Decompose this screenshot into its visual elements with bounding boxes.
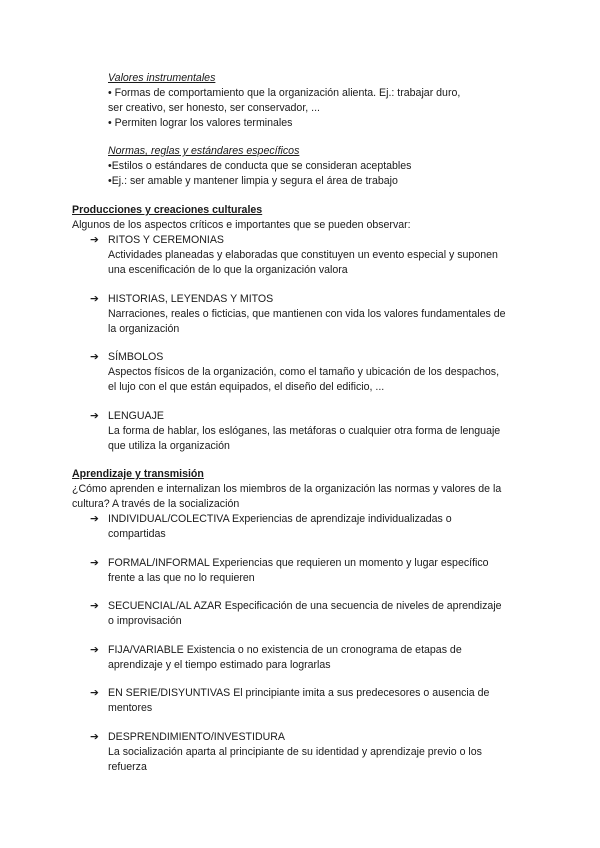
aprendizaje-intro-1: ¿Cómo aprenden e internalizan los miembros de la organización las normas y valores de la <box>72 483 502 495</box>
valores-bullet-2: • Permiten lograr los valores terminales <box>108 117 293 129</box>
ritos-line-1: Actividades planeadas y elaboradas que constituyen un evento especial y suponen <box>108 249 498 261</box>
desprendimiento-line-1: DESPRENDIMIENTO/INVESTIDURA <box>108 731 285 743</box>
formal-line-1: FORMAL/INFORMAL Experiencias que requieren un momento y lugar específico <box>108 557 489 569</box>
arrow-icon: ➔ <box>90 293 99 305</box>
simbolos-title: SÍMBOLOS <box>108 351 164 363</box>
simbolos-line-1: Aspectos físicos de la organización, como el tamaño y ubicación de los despachos, <box>108 366 500 378</box>
lenguaje-title: LENGUAJE <box>108 410 164 422</box>
fija-line-2: aprendizaje y el tiempo estimado para lograrlas <box>108 659 331 671</box>
arrow-icon: ➔ <box>90 513 99 525</box>
serie-line-2: mentores <box>108 702 153 714</box>
simbolos-line-2: el lujo con el que están equipados, el diseño del edificio, ... <box>108 381 385 393</box>
desprendimiento-line-2: La socialización aparta al principiante de su identidad y aprendizaje previo o los <box>108 746 482 758</box>
ritos-line-2: una escenificación de lo que la organización valora <box>108 264 348 276</box>
individual-line-2: compartidas <box>108 528 166 540</box>
arrow-icon: ➔ <box>90 351 99 363</box>
normas-heading: Normas, reglas y estándares específicos <box>108 145 300 157</box>
fija-line-1: FIJA/VARIABLE Existencia o no existencia de un cronograma de etapas de <box>108 644 462 656</box>
normas-bullet-2: •Ej.: ser amable y mantener limpia y segura el área de trabajo <box>108 175 398 187</box>
ritos-title: RITOS Y CEREMONIAS <box>108 234 224 246</box>
arrow-icon: ➔ <box>90 557 99 569</box>
producciones-heading: Producciones y creaciones culturales <box>72 204 263 216</box>
individual-line-1: INDIVIDUAL/COLECTIVA Experiencias de aprendizaje individualizadas o <box>108 513 452 525</box>
serie-line-1: EN SERIE/DISYUNTIVAS El principiante imita a sus predecesores o ausencia de <box>108 687 490 699</box>
aprendizaje-heading: Aprendizaje y transmisión <box>72 468 204 480</box>
aprendizaje-intro-2: cultura? A través de la socialización <box>72 498 240 510</box>
secuencial-line-1: SECUENCIAL/AL AZAR Especificación de una secuencia de niveles de aprendizaje <box>108 600 502 612</box>
valores-bullet-1: • Formas de comportamiento que la organización alienta. Ej.: trabajar duro, <box>108 87 461 99</box>
historias-line-2: la organización <box>108 323 180 335</box>
secuencial-line-2: o improvisación <box>108 615 182 627</box>
valores-bullet-1-cont: ser creativo, ser honesto, ser conservador, ... <box>108 102 320 114</box>
arrow-icon: ➔ <box>90 644 99 656</box>
arrow-icon: ➔ <box>90 600 99 612</box>
valores-heading: Valores instrumentales <box>108 72 216 84</box>
arrow-icon: ➔ <box>90 731 99 743</box>
normas-bullet-1: •Estilos o estándares de conducta que se consideran aceptables <box>108 160 412 172</box>
arrow-icon: ➔ <box>90 410 99 422</box>
lenguaje-line-2: que utiliza la organización <box>108 440 230 452</box>
formal-line-2: frente a las que no lo requieren <box>108 572 255 584</box>
historias-line-1: Narraciones, reales o ficticias, que mantienen con vida los valores fundamentales de <box>108 308 506 320</box>
producciones-intro: Algunos de los aspectos críticos e importantes que se pueden observar: <box>72 219 411 231</box>
arrow-icon: ➔ <box>90 234 99 246</box>
lenguaje-line-1: La forma de hablar, los eslóganes, las metáforas o cualquier otra forma de lenguaje <box>108 425 501 437</box>
historias-title: HISTORIAS, LEYENDAS Y MITOS <box>108 293 274 305</box>
desprendimiento-line-3: refuerza <box>108 761 147 773</box>
arrow-icon: ➔ <box>90 687 99 699</box>
